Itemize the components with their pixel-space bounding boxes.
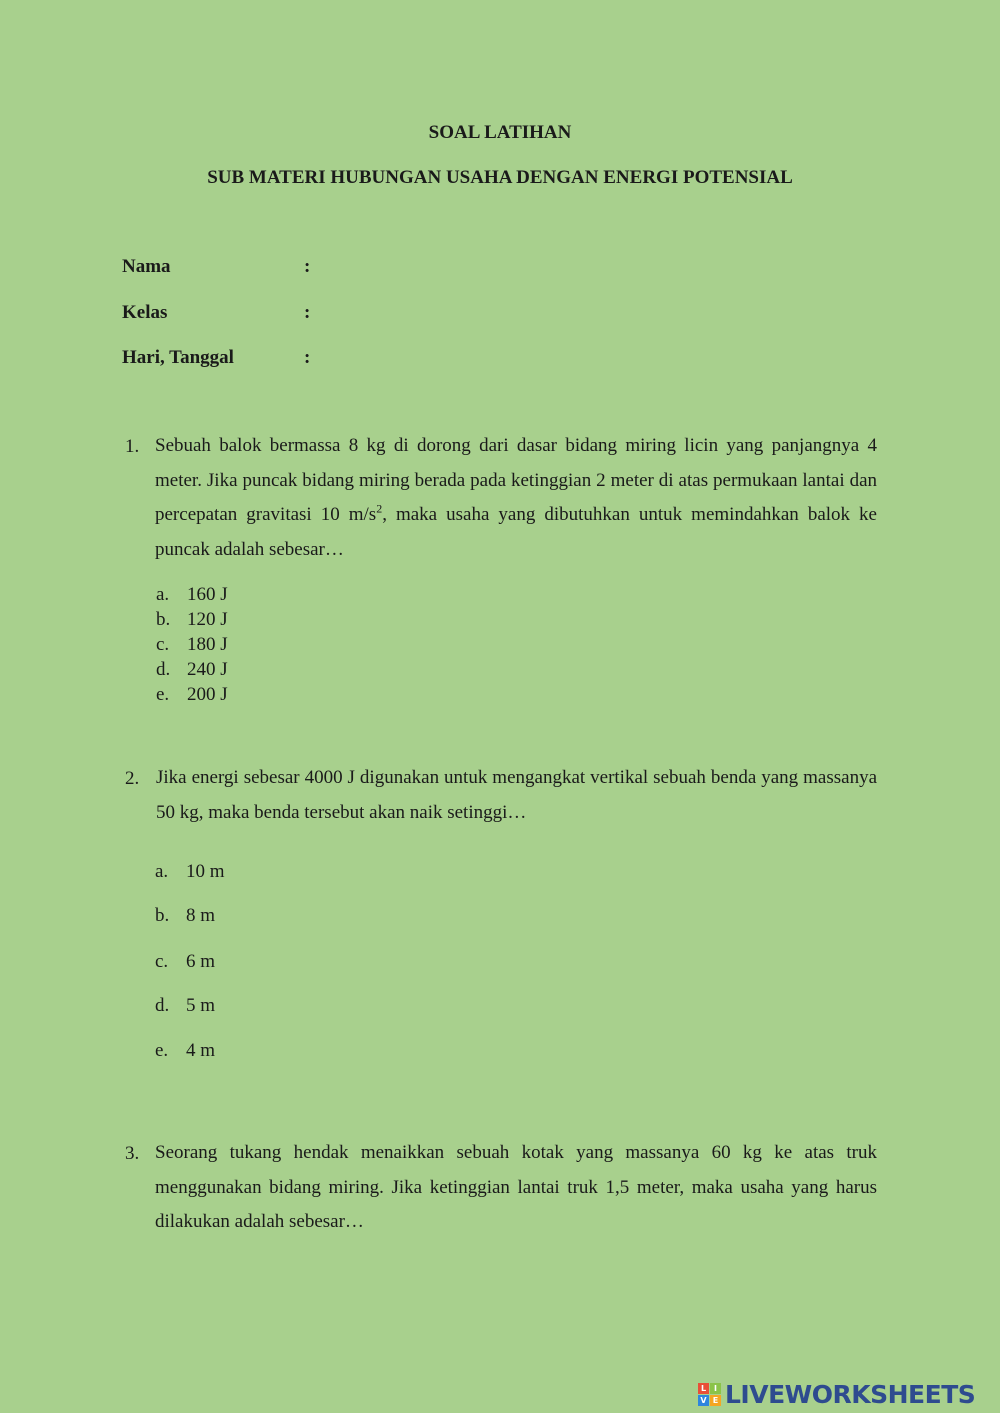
option-value: 5 m	[186, 995, 216, 1016]
answer-option	[156, 684, 228, 706]
page-subtitle: SUB MATERI HUBUNGAN USAHA DENGAN ENERGI POTENSIAL	[207, 167, 793, 188]
option-value: 8 m	[186, 905, 216, 926]
liveworksheets-watermark	[698, 1379, 975, 1409]
answer-option	[155, 995, 215, 1017]
option-letter: a.	[155, 861, 169, 882]
identity-label-kelas: Kelas	[122, 302, 168, 323]
identity-row-kelas	[122, 302, 310, 324]
answer-option	[155, 951, 215, 973]
option-value: 160 J	[187, 584, 228, 605]
identity-row-nama	[122, 256, 310, 278]
option-letter: e.	[155, 1040, 169, 1061]
answer-option	[156, 634, 228, 656]
option-letter: c.	[156, 634, 170, 655]
option-value: 200 J	[187, 684, 228, 705]
question-number: 2.	[125, 768, 140, 789]
superscript: 2	[376, 501, 383, 516]
option-value: 240 J	[187, 659, 228, 680]
question-number: 1.	[125, 436, 140, 457]
answer-option	[155, 861, 225, 883]
option-value: 4 m	[186, 1040, 216, 1061]
logo-letter: I	[710, 1383, 721, 1394]
option-value: 120 J	[187, 609, 228, 630]
answer-option	[156, 659, 228, 681]
option-value: 10 m	[186, 861, 225, 882]
option-value: 180 J	[187, 634, 228, 655]
watermark-text: LIVEWORKSHEETS	[725, 1379, 976, 1409]
answer-option	[156, 584, 228, 606]
answer-option	[155, 905, 215, 927]
option-letter: b.	[155, 905, 170, 926]
identity-colon: :	[304, 256, 311, 277]
question-text-part: , maka usaha yang dibutuhkan untuk memindahkan balok ke puncak adalah sebesar…	[155, 504, 877, 560]
question-text: Jika energi sebesar 4000 J digunakan untuk mengangkat vertikal sebuah benda yang massanya 50 kg, maka benda tersebut akan naik setinggi…	[156, 767, 877, 823]
option-letter: b.	[156, 609, 171, 630]
option-letter: d.	[156, 659, 171, 680]
question-number: 3.	[125, 1143, 140, 1164]
option-value: 6 m	[186, 951, 216, 972]
page-title: SOAL LATIHAN	[428, 122, 572, 143]
option-letter: d.	[155, 995, 170, 1016]
answer-option	[155, 1040, 215, 1062]
liveworksheets-logo-icon	[698, 1383, 721, 1406]
option-letter: a.	[156, 584, 170, 605]
question-text-part: Sebuah balok bermassa 8 kg di dorong dari dasar bidang miring licin yang panjangnya 4 meter. Jika puncak bidang miring berada pada ketinggian 2 meter di atas permukaan lantai dan percepatan gravitasi 10 m/s	[155, 435, 877, 525]
question-text	[155, 429, 877, 567]
answer-option	[156, 609, 228, 631]
logo-letter: V	[698, 1395, 709, 1406]
option-letter: c.	[155, 951, 169, 972]
question-text: Seorang tukang hendak menaikkan sebuah kotak yang massanya 60 kg ke atas truk menggunakan bidang miring. Jika ketinggian lantai truk 1,5 meter, maka usaha yang harus dilakukan adalah sebesar…	[155, 1142, 877, 1232]
option-letter: e.	[156, 684, 170, 705]
identity-row-hari	[122, 347, 310, 369]
identity-label-nama: Nama	[122, 256, 171, 277]
identity-label-hari: Hari, Tanggal	[122, 347, 234, 368]
logo-letter: L	[698, 1383, 709, 1394]
logo-letter: E	[710, 1395, 721, 1406]
identity-colon: :	[304, 302, 311, 323]
identity-colon: :	[304, 347, 311, 368]
